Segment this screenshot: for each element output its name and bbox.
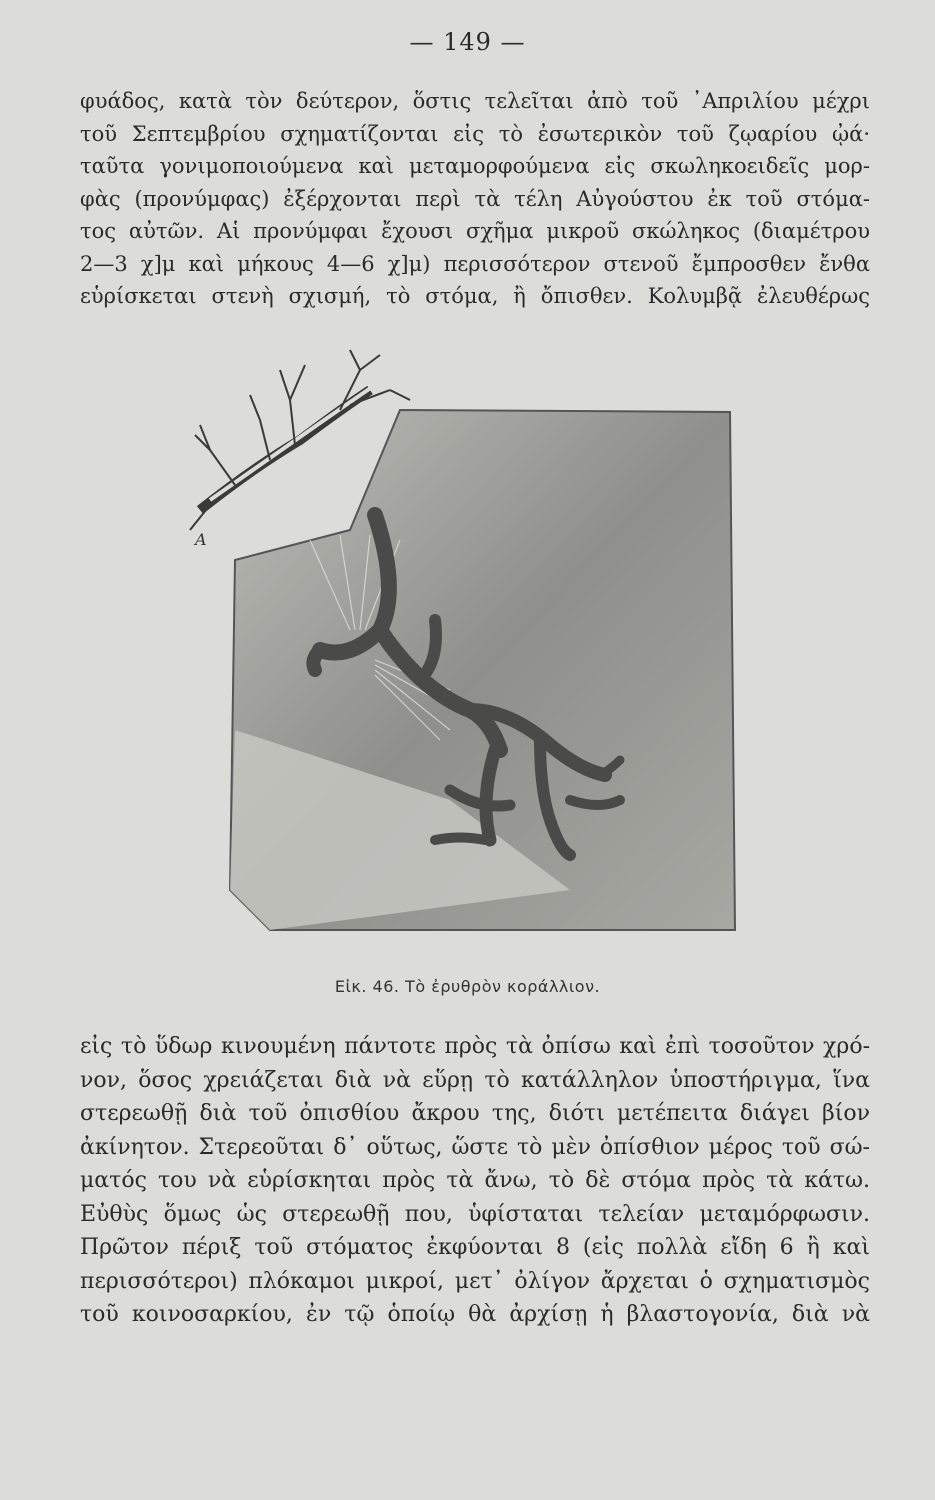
coral-illustration xyxy=(150,330,770,980)
paragraph-top xyxy=(80,85,870,313)
text-line: φὰς (προνύμφας) ἐξέρχονται περὶ τὰ τέλη Αὐγούστου ἐκ τοῦ στόμα- xyxy=(80,186,870,211)
text-line: νον, ὅσος χρειάζεται διὰ νὰ εὕρῃ τὸ κατάλληλον ὑποστήριγμα, ἵνα xyxy=(80,1067,870,1093)
text-line: τοῦ κοινοσαρκίου, ἐν τῷ ὁποίῳ θὰ ἀρχίσῃ ἡ βλαστογονία, διὰ νὰ xyxy=(80,1302,870,1327)
text-line: στερεωθῇ διὰ τοῦ ὀπισθίου ἄκρου της, διότι μετέπειτα διάγει βίον xyxy=(80,1101,870,1126)
figure-caption: Εἰκ. 46. Τὸ ἐρυθρὸν κοράλλιον. xyxy=(334,977,601,996)
text-line: εἰς τὸ ὕδωρ κινουμένη πάντοτε πρὸς τὰ ὀπίσω καὶ ἐπὶ τοσοῦτον χρό- xyxy=(80,1034,870,1059)
text-line: τος αὐτῶν. Αἱ προνύμφαι ἔχουσι σχῆμα μικροῦ σκώληκος (διαμέτρου xyxy=(80,219,870,243)
text-line: τοῦ Σεπτεμβρίου σχηματίζονται εἰς τὸ ἐσωτερικὸν τοῦ ζῳαρίου ᾠά· xyxy=(80,121,870,146)
page-number: — 149 — xyxy=(409,28,526,56)
text-line: ἀκίνητον. Στερεοῦται δ᾿ οὕτως, ὥστε τὸ μὲν ὀπίσθιον μέρος τοῦ σώ- xyxy=(80,1134,870,1160)
figure-label: Α xyxy=(195,530,207,549)
text-line: 2—3 χ]μ καὶ μήκους 4—6 χ]μ) περισσότερον στενοῦ ἔμπροσθεν ἔνθα xyxy=(80,251,870,276)
text-line: εὑρίσκεται στενὴ σχισμή, τὸ στόμα, ἢ ὄπισθεν. Κολυμβᾷ ἐλευθέρως xyxy=(80,284,870,308)
text-line: ματός του νὰ εὑρίσκηται πρὸς τὰ ἄνω, τὸ δὲ στόμα πρὸς τὰ κάτω. xyxy=(80,1168,870,1193)
text-line: Πρῶτον πέριξ τοῦ στόματος ἐκφύονται 8 (εἰς πολλὰ εἴδη 6 ἢ καὶ xyxy=(80,1235,870,1260)
paragraph-bottom xyxy=(80,1030,870,1332)
text-line: περισσότεροι) πλόκαμοι μικροί, μετ᾿ ὀλίγον ἄρχεται ὁ σχηματισμὸς xyxy=(80,1268,870,1294)
text-line: ταῦτα γονιμοποιούμενα καὶ μεταμορφούμενα εἰς σκωληκοειδεῖς μορ- xyxy=(80,154,870,178)
text-line: Εὐθὺς ὅμως ὡς στερεωθῇ που, ὑφίσταται τελείαν μεταμόρφωσιν. xyxy=(80,1201,870,1227)
text-line: φυάδος, κατὰ τὸν δεύτερον, ὅστις τελεῖται ἀπὸ τοῦ ᾿Απριλίου μέχρι xyxy=(80,89,870,113)
